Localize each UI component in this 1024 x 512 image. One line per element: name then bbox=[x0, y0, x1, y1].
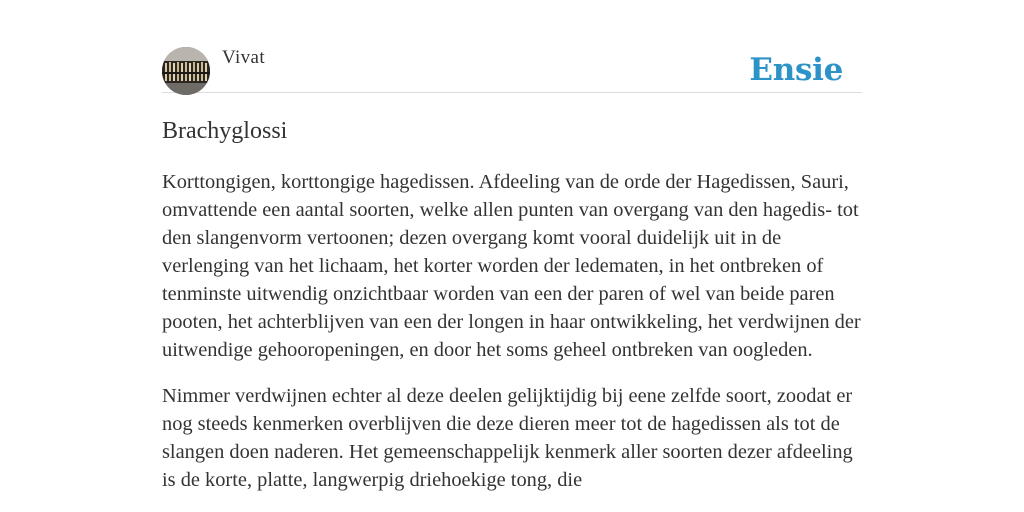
author-name[interactable]: Vivat bbox=[222, 47, 266, 68]
brand-logo[interactable]: Ensie bbox=[749, 52, 843, 88]
article-title: Brachyglossi bbox=[162, 118, 288, 144]
article-paragraph: Korttongigen, korttongige hagedissen. Afdeeling van de orde der Hagedissen, Sauri, omvattende een aantal soorten, welke allen punten van overgang van den hagedis- tot den slangenvorm vertoonen; dezen overgang komt vooral duidelijk uit in de verlenging van het lichaam, het korter worden der ledematen, in het ontbreken of tenminste uitwendig onzichtbaar worden van een der paren of wel van beide paren pooten, het achterblijven van een der longen in haar ontwikkeling, het verdwijnen der uitwendige gehooropeningen, en door het soms geheel ontbreken van oogleden. bbox=[162, 171, 861, 361]
article-body bbox=[162, 168, 867, 512]
author-avatar[interactable] bbox=[162, 47, 210, 95]
header bbox=[162, 46, 862, 93]
article-paragraph: Nimmer verdwijnen echter al deze deelen gelijktijdig bij eene zelfde soort, zoodat er nog steeds kenmerken overblijven die deze dieren meer tot de hagedissen als tot de slangen doen naderen. Het gemeenschappelijk kenmerk aller soorten dezer afdeeling is de korte, platte, langwerpig driehoekige tong, die bbox=[162, 385, 853, 491]
bookshelf-avatar-icon bbox=[162, 47, 210, 95]
